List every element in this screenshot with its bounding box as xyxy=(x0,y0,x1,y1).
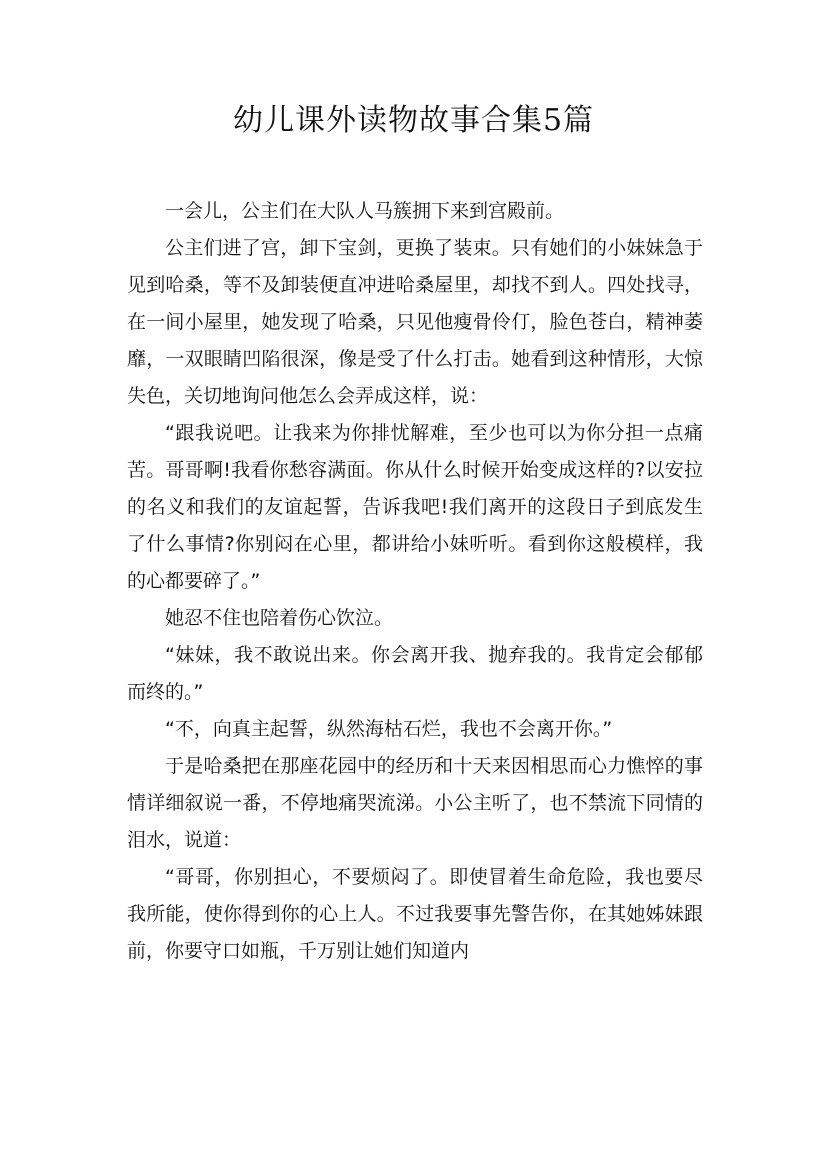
paragraph: “跟我说吧。让我来为你排忧解难，至少也可以为你分担一点痛苦。哥哥啊!我看你愁容满面。你从什么时候开始变成这样的?以安拉的名义和我们的友谊起誓，告诉我吧!我们离开的这段日子到底发生了什么事情?你别闷在心里，都讲给小妹听听。看到你这般模样，我的心都要碎了。” xyxy=(127,422,703,592)
paragraph: 她忍不住也陪着伤心饮泣。 xyxy=(165,607,394,629)
paragraph: “不，向真主起誓，纵然海枯石烂，我也不会离开你。” xyxy=(165,718,613,740)
paragraph: “哥哥，你别担心，不要烦闷了。即使冒着生命危险，我也要尽我所能，使你得到你的心上人。不过我要事先警告你，在其她姊妹跟前，你要守口如瓶，千万别让她们知道内 xyxy=(127,866,703,962)
paragraph: 一会儿，公主们在大队人马簇拥下来到宫殿前。 xyxy=(165,200,565,222)
paragraph: 于是哈桑把在那座花园中的经历和十天来因相思而心力憔悴的事情详细叙说一番，不停地痛哭流涕。小公主听了，也不禁流下同情的泪水，说道： xyxy=(127,755,703,851)
document-body xyxy=(127,193,703,970)
document-title: 幼儿课外读物故事合集5篇 xyxy=(232,103,595,138)
paragraph: 公主们进了宫，卸下宝剑，更换了装束。只有她们的小妹妹急于见到哈桑，等不及卸装便直冲进哈桑屋里，却找不到人。四处找寻，在一间小屋里，她发现了哈桑，只见他瘦骨伶仃，脸色苍白，精神萎靡，一双眼睛凹陷很深，像是受了什么打击。她看到这种情形，大惊失色，关切地询问他怎么会弄成这样，说： xyxy=(127,237,703,407)
paragraph: “妹妹，我不敢说出来。你会离开我、抛弃我的。我肯定会郁郁而终的。” xyxy=(127,644,703,703)
